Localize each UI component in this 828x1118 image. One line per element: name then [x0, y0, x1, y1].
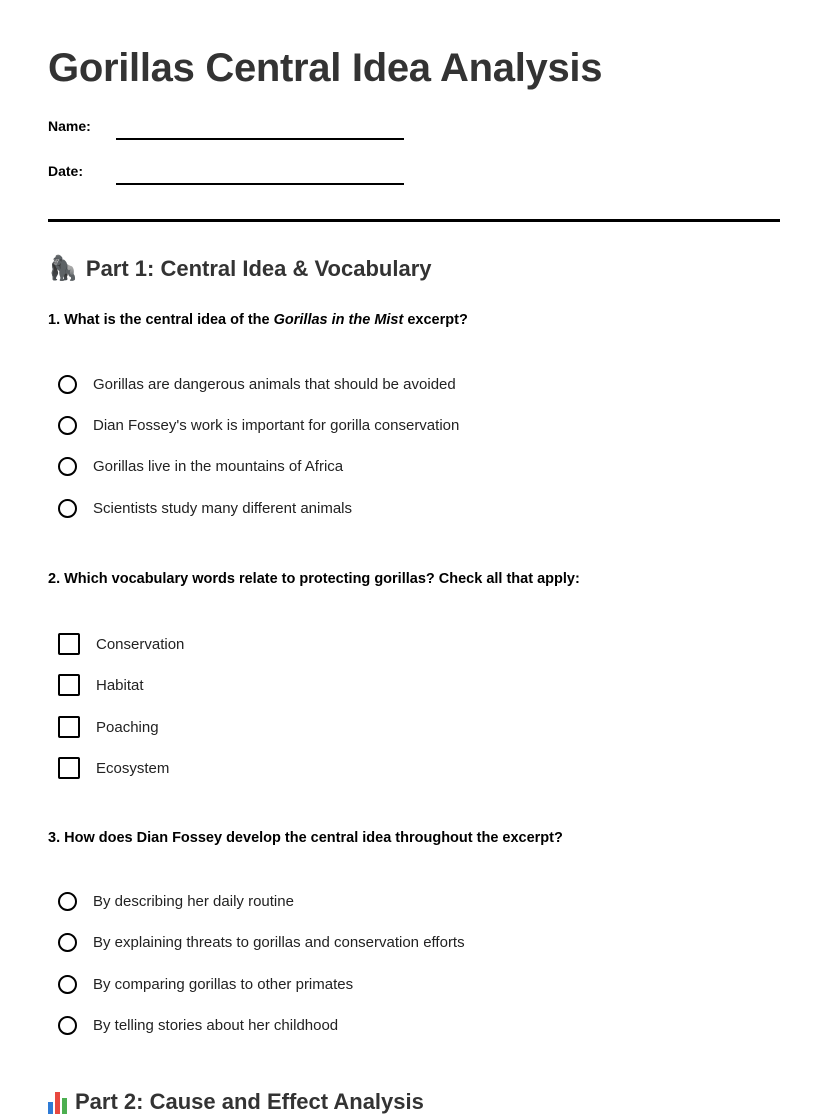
radio-button[interactable]: [58, 1016, 77, 1035]
bar-chart-icon-bar: [48, 1102, 53, 1114]
option-label: Ecosystem: [96, 759, 170, 777]
option-label: Gorillas live in the mountains of Africa: [93, 458, 344, 475]
option-label: Poaching: [96, 718, 159, 736]
q2-option-2[interactable]: [58, 674, 144, 696]
q3-option-2[interactable]: [58, 933, 465, 952]
bar-chart-icon: [48, 1090, 67, 1114]
q1-option-4[interactable]: [58, 499, 352, 518]
date-field: [48, 163, 404, 185]
checkbox[interactable]: [58, 757, 80, 779]
option-label: By explaining threats to gorillas and conservation efforts: [93, 934, 465, 951]
q2-option-4[interactable]: [58, 757, 169, 779]
checkbox[interactable]: [58, 633, 80, 655]
radio-button[interactable]: [58, 375, 77, 394]
question-2: 2. Which vocabulary words relate to protecting gorillas? Check all that apply:: [48, 571, 580, 587]
question-1: [48, 312, 468, 328]
date-label: Date:: [48, 163, 84, 179]
date-input-line[interactable]: [116, 163, 404, 185]
option-label: By telling stories about her childhood: [93, 1017, 339, 1034]
name-input-line[interactable]: [116, 118, 404, 140]
bar-chart-icon-bar: [55, 1092, 60, 1114]
option-label: By describing her daily routine: [93, 893, 294, 910]
part2-heading: [48, 1089, 424, 1115]
option-label: By comparing gorillas to other primates: [93, 976, 354, 993]
q1-option-3[interactable]: [58, 457, 343, 476]
option-label: Scientists study many different animals: [93, 500, 353, 517]
checkbox[interactable]: [58, 674, 80, 696]
part1-heading: [48, 256, 432, 282]
part1-heading-text: Part 1: Central Idea & Vocabulary: [85, 256, 432, 281]
q1-option-1[interactable]: [58, 375, 456, 394]
gorilla-icon: 🦍: [48, 255, 78, 282]
header-divider: [48, 219, 780, 222]
question-3: 3. How does Dian Fossey develop the central idea throughout the excerpt?: [48, 830, 563, 846]
q3-option-4[interactable]: [58, 1016, 338, 1035]
name-field: [48, 118, 404, 140]
part2-heading-text: Part 2: Cause and Effect Analysis: [75, 1089, 424, 1114]
q3-option-3[interactable]: [58, 975, 353, 994]
page-title: Gorillas Central Idea Analysis: [48, 46, 603, 90]
bar-chart-icon-bar: [62, 1098, 67, 1114]
radio-button[interactable]: [58, 892, 77, 911]
q1-option-2[interactable]: [58, 416, 459, 435]
q2-option-3[interactable]: [58, 716, 159, 738]
radio-button[interactable]: [58, 499, 77, 518]
q3-option-1[interactable]: [58, 892, 294, 911]
radio-button[interactable]: [58, 416, 77, 435]
radio-button[interactable]: [58, 933, 77, 952]
radio-button[interactable]: [58, 457, 77, 476]
q2-option-1[interactable]: [58, 633, 184, 655]
option-label: Gorillas are dangerous animals that should be avoided: [93, 376, 456, 393]
radio-button[interactable]: [58, 975, 77, 994]
checkbox[interactable]: [58, 716, 80, 738]
option-label: Habitat: [96, 676, 144, 694]
question-1-prefix: 1. What is the central idea of the: [48, 312, 274, 328]
question-1-title: Gorillas in the Mist: [273, 312, 404, 328]
option-label: Dian Fossey's work is important for gorilla conservation: [93, 417, 460, 434]
question-1-suffix: excerpt?: [403, 312, 468, 328]
option-label: Conservation: [96, 635, 185, 653]
name-label: Name:: [48, 118, 91, 134]
